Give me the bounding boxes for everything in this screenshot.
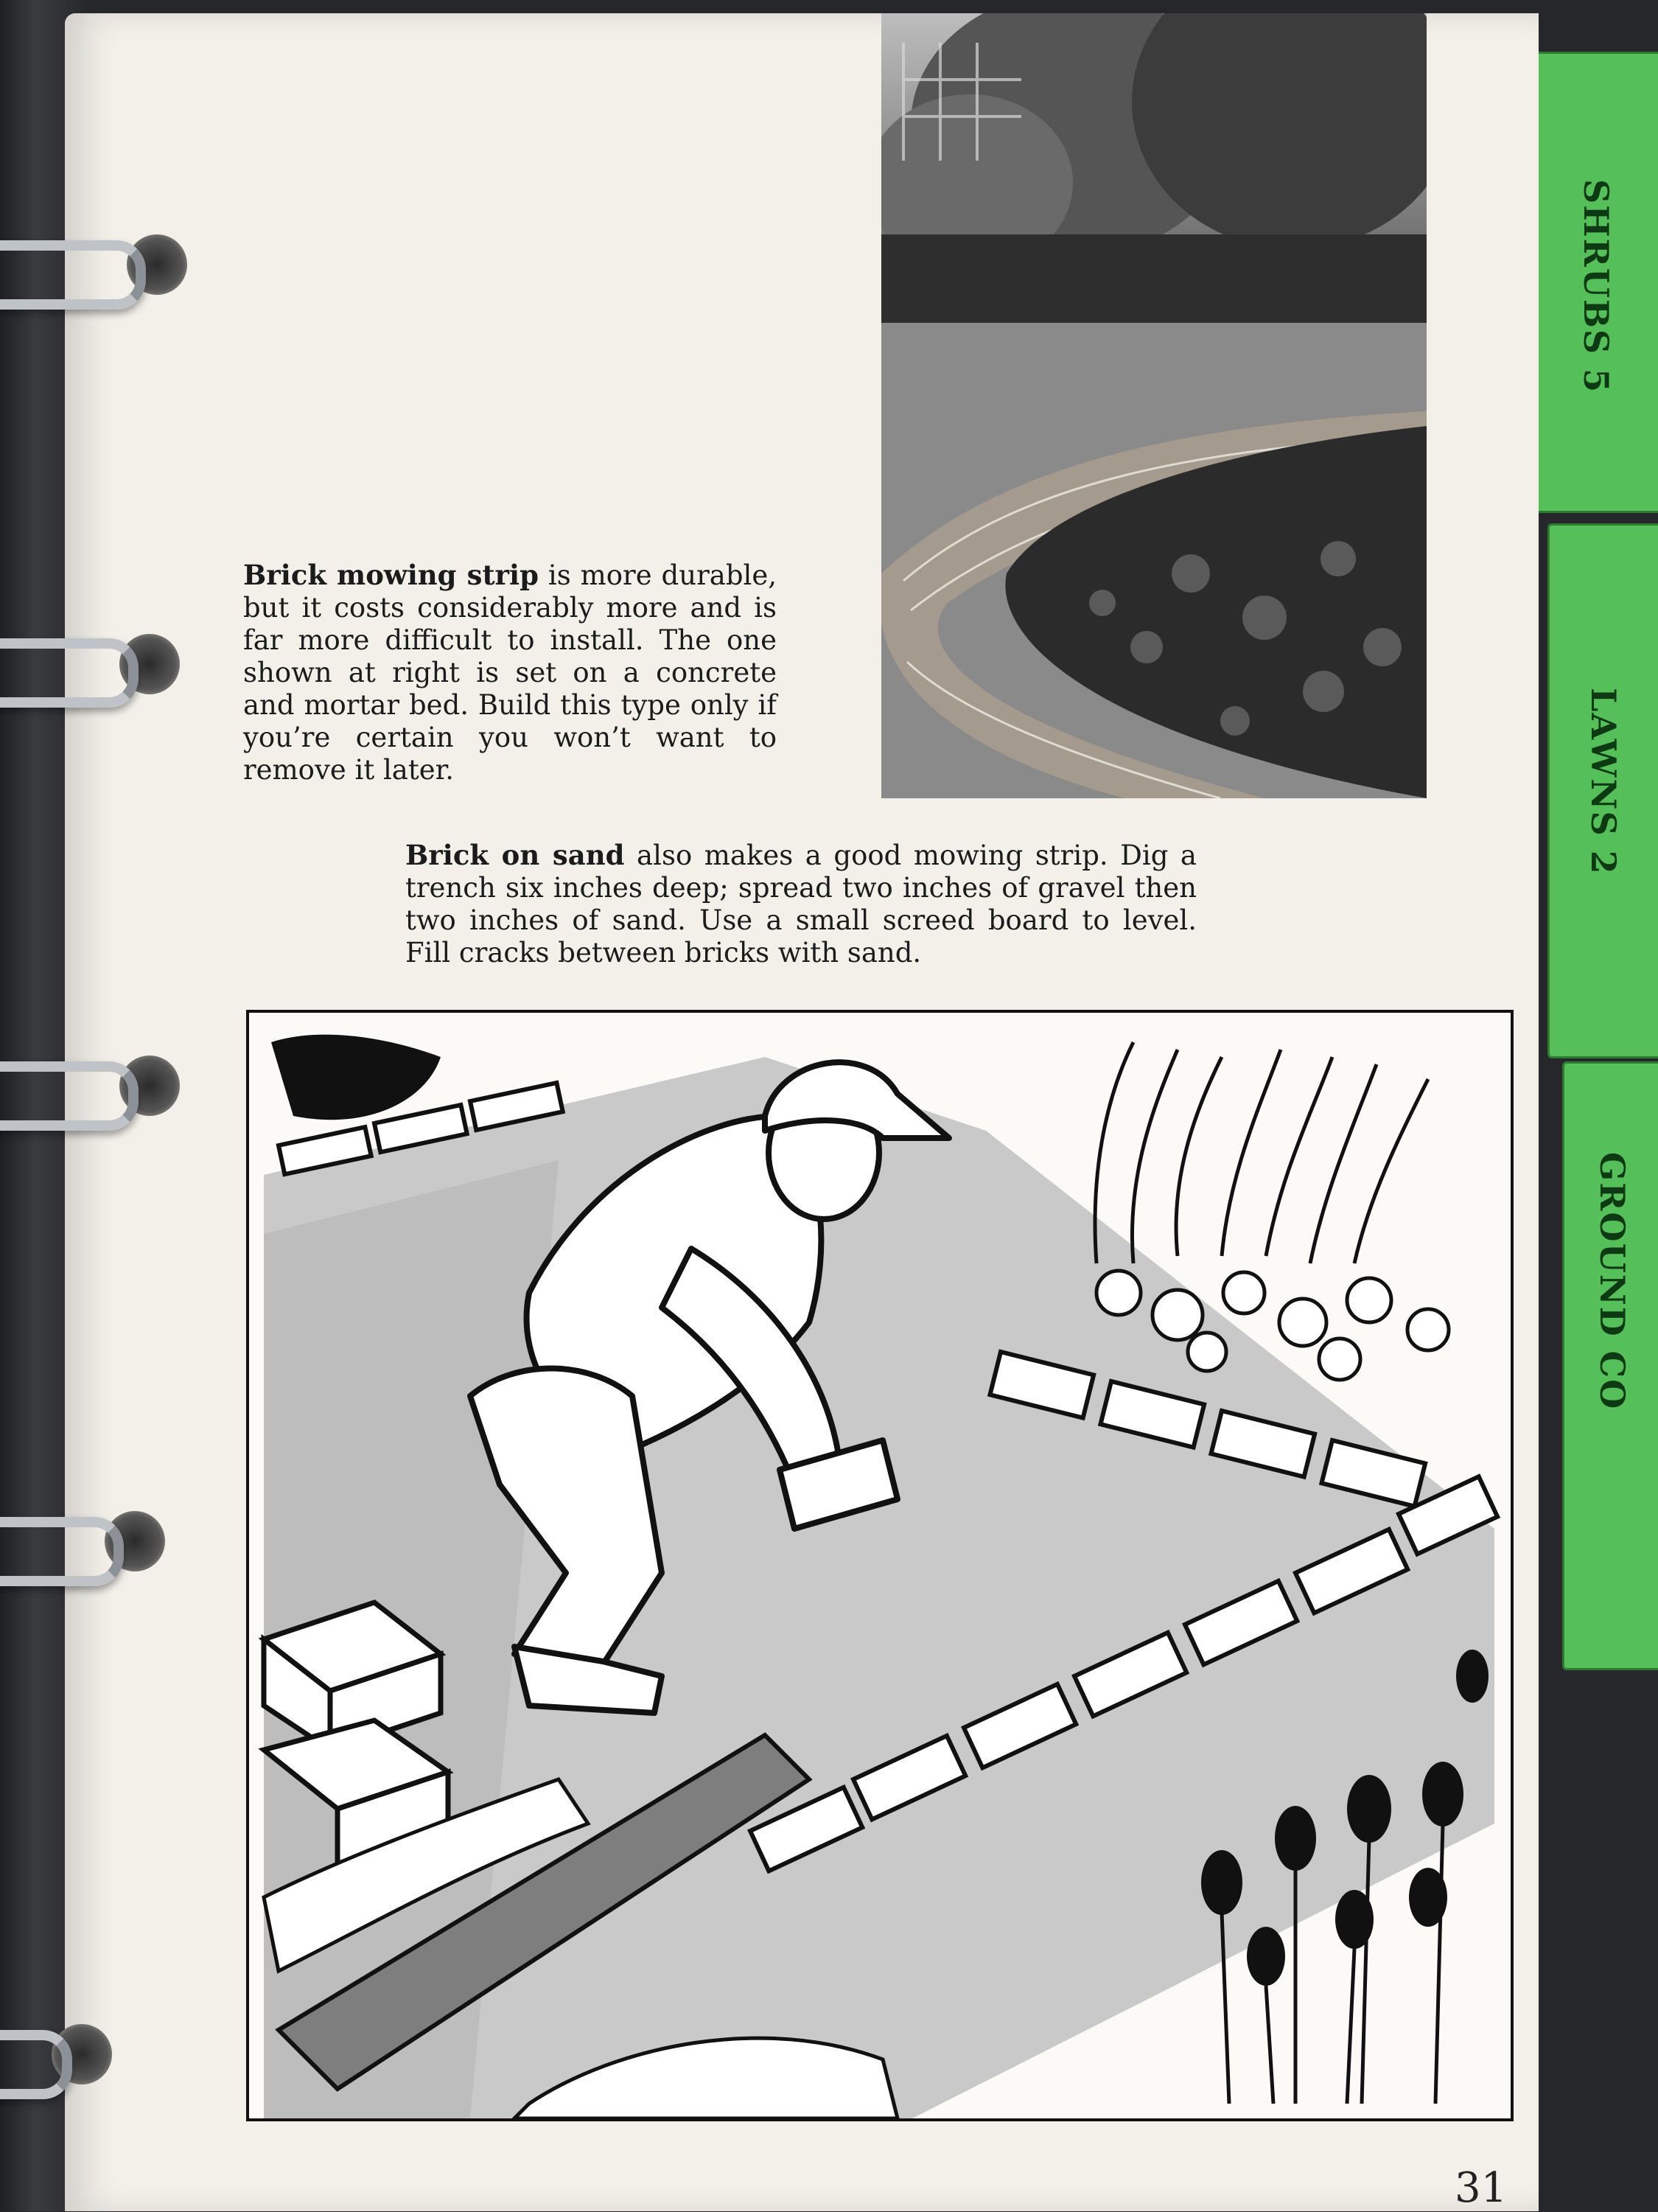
caption-brick-mowing-strip-heading: Brick mowing strip — [243, 559, 539, 591]
tab-ground-covers[interactable] — [1562, 1061, 1658, 1670]
tab-lawns-label: LAWNS 2 — [1584, 688, 1623, 876]
book-page — [65, 13, 1539, 2211]
binder-ring — [0, 240, 146, 310]
page-number: 31 — [1455, 2164, 1508, 2212]
tab-shrubs-label: SHRUBS 5 — [1576, 179, 1616, 394]
caption-brick-on-sand-text: also makes a good mowing strip. Dig a trench six inches deep; spread two inches of gravel then two inches of sand. Use a small screed board to level. Fill cracks between bricks with sand. — [405, 840, 1197, 969]
caption-brick-on-sand — [405, 839, 1197, 969]
binder-ring — [0, 2030, 72, 2099]
caption-brick-mowing-strip — [243, 559, 777, 786]
caption-brick-on-sand-heading: Brick on sand — [405, 839, 625, 871]
tab-ground-covers-label: GROUND CO — [1592, 1152, 1632, 1411]
binder-ring — [0, 1517, 124, 1586]
binder-ring — [0, 638, 139, 708]
tab-lawns[interactable] — [1547, 523, 1658, 1058]
caption-brick-mowing-strip-text: is more durable, but it costs considerably more and is far more difficult to install. The one shown at right is set on a concrete and mortar bed. Build this type only if you’re certain you won’t want to remove it later. — [243, 559, 777, 786]
tab-shrubs[interactable] — [1525, 52, 1658, 513]
brick-laying-illustration — [246, 1010, 1514, 2121]
garden-photo — [881, 13, 1427, 798]
binder-ring — [0, 1061, 139, 1131]
